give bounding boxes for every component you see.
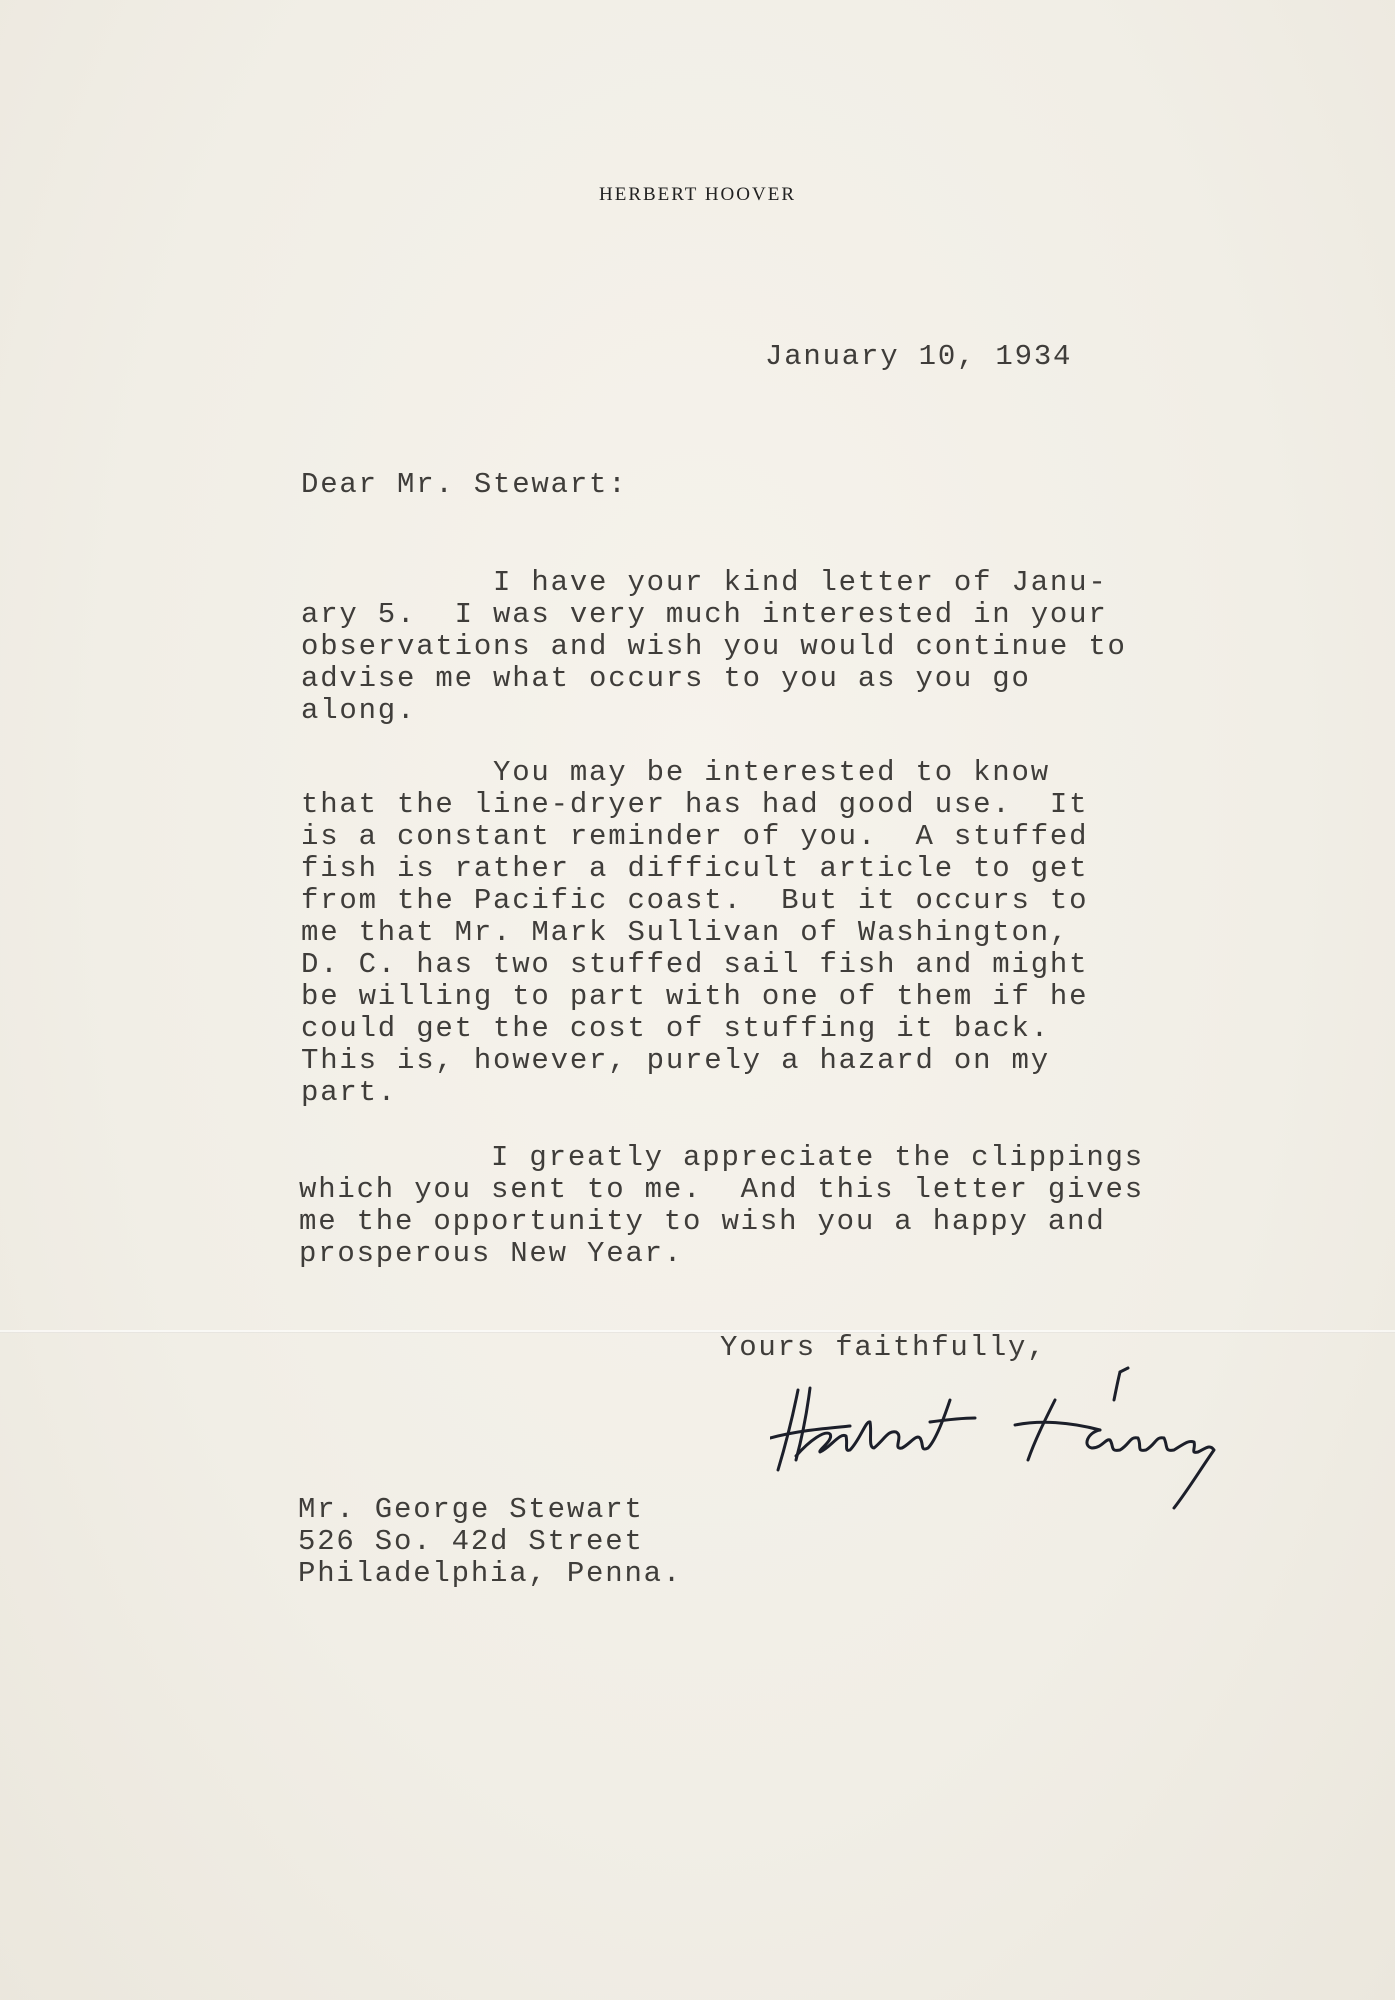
text-line: which you sent to me. And this letter gives	[299, 1173, 1144, 1206]
text-line: along.	[301, 694, 417, 727]
address-line: Philadelphia, Penna.	[298, 1557, 683, 1590]
text-line: me the opportunity to wish you a happy and	[299, 1205, 1106, 1238]
text-line: me that Mr. Mark Sullivan of Washington,	[301, 916, 1070, 949]
paragraph-2	[301, 757, 1088, 1109]
paragraph-1	[301, 567, 1127, 727]
text-line: could get the cost of stuffing it back.	[301, 1012, 1050, 1045]
text-line: I greatly appreciate the clippings	[299, 1141, 1144, 1174]
closing: Yours faithfully,	[720, 1331, 1047, 1364]
address-line: Mr. George Stewart	[298, 1493, 644, 1526]
text-line: is a constant reminder of you. A stuffed	[301, 820, 1089, 853]
text-line: This is, however, purely a hazard on my	[301, 1044, 1050, 1077]
salutation: Dear Mr. Stewart:	[301, 468, 628, 501]
letter-date: January 10, 1934	[765, 340, 1073, 373]
address-line: 526 So. 42d Street	[298, 1525, 644, 1558]
text-line: ary 5. I was very much interested in your	[301, 598, 1108, 631]
text-line: from the Pacific coast. But it occurs to	[301, 884, 1089, 917]
text-line: D. C. has two stuffed sail fish and might	[301, 948, 1089, 981]
signature	[770, 1360, 1290, 1510]
text-line: that the line-dryer has had good use. It	[301, 788, 1089, 821]
text-line: advise me what occurs to you as you go	[301, 662, 1031, 695]
paper-fold	[0, 1330, 1395, 1333]
paragraph-3	[299, 1142, 1144, 1270]
text-line: observations and wish you would continue to	[301, 630, 1127, 663]
text-line: be willing to part with one of them if he	[301, 980, 1089, 1013]
text-line: You may be interested to know	[301, 756, 1050, 789]
text-line: part.	[301, 1076, 398, 1109]
text-line: fish is rather a difficult article to get	[301, 852, 1089, 885]
letterhead: HERBERT HOOVER	[599, 184, 796, 205]
text-line: prosperous New Year.	[299, 1237, 684, 1270]
recipient-address	[298, 1494, 682, 1590]
text-line: I have your kind letter of Janu-	[301, 566, 1108, 599]
